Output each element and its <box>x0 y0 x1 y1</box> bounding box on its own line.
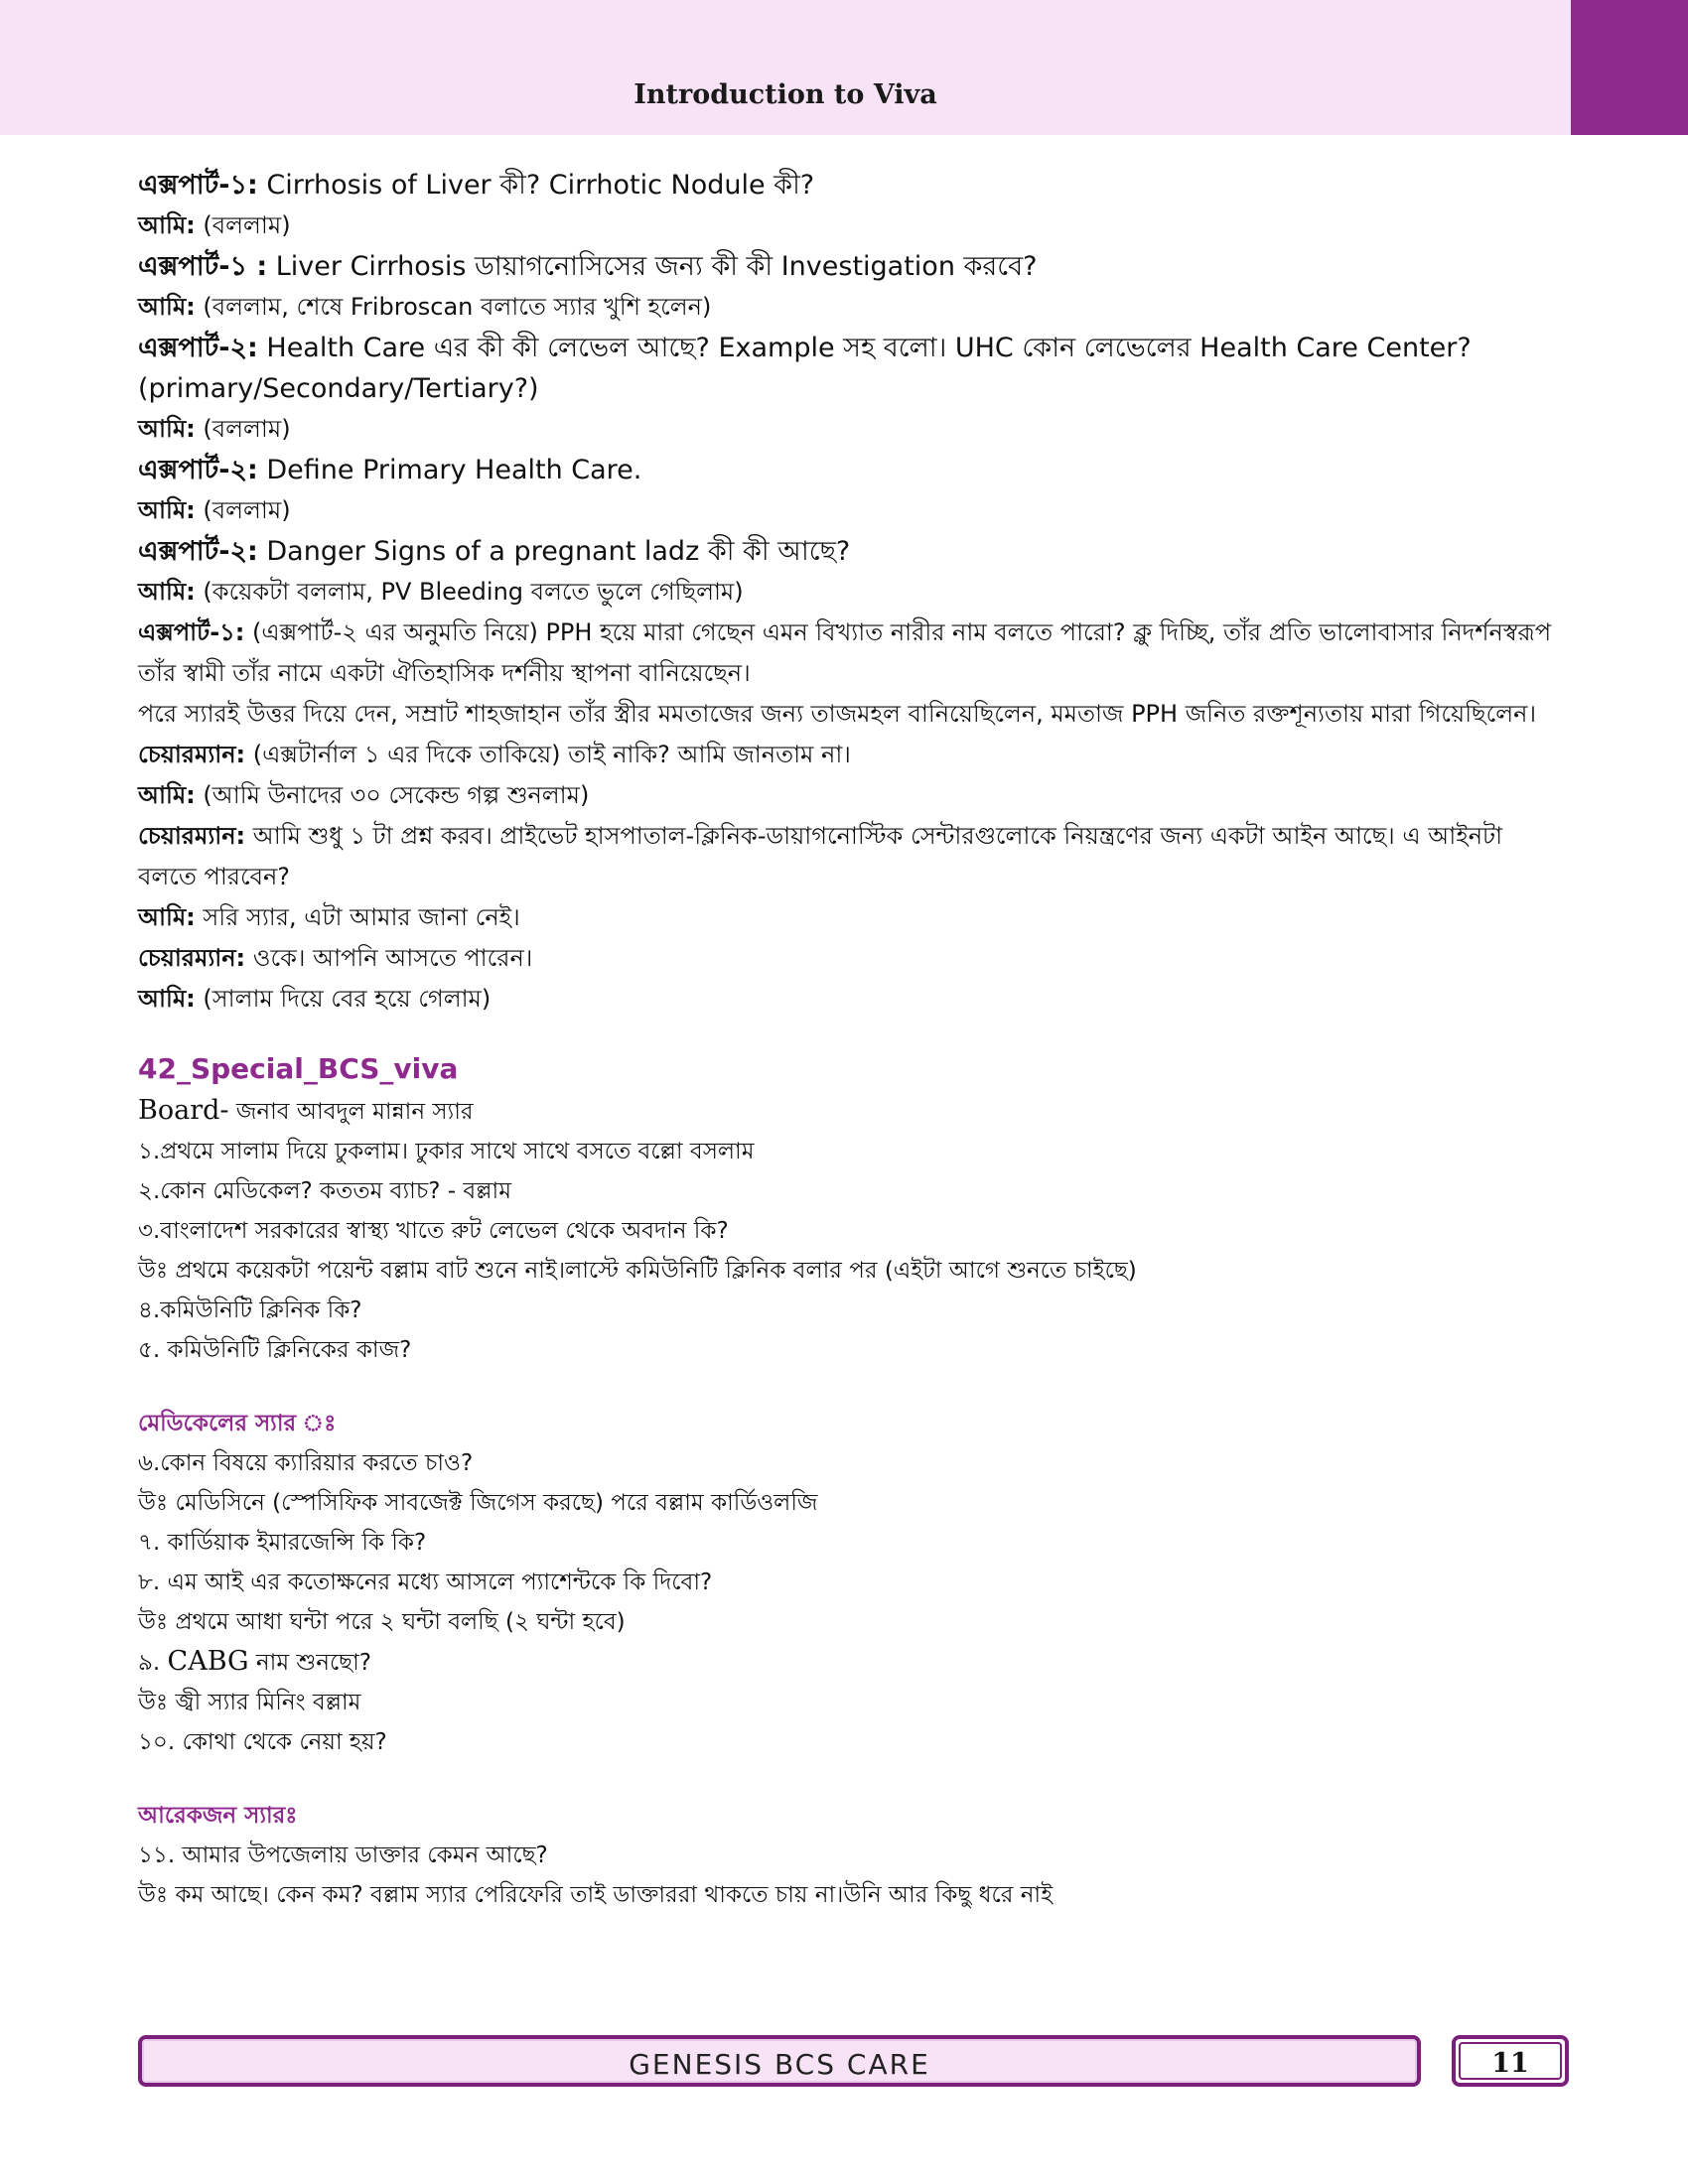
speaker-label: আমি: <box>138 415 196 443</box>
dialogue-line <box>138 613 1568 694</box>
subsection-heading: মেডিকেলের স্যার ঃ <box>138 1411 337 1436</box>
qa-line: উঃ মেডিসিনে (স্পেসিফিক সাবজেক্ট জিগেস করছে) পরে বল্লাম কার্ডিওলজি <box>138 1490 818 1516</box>
speaker-label: আমি: <box>138 211 196 239</box>
special-bcs-section <box>138 1047 1568 1370</box>
dialogue-line <box>138 328 1568 409</box>
dialogue-text: (বললাম) <box>195 496 291 524</box>
footer-title: GENESIS BCS CARE <box>629 2048 930 2081</box>
page-title: Introduction to Viva <box>633 79 937 110</box>
footer-banner <box>138 2035 1421 2087</box>
dialogue-text: Liver Cirrhosis ডায়াগনোসিসের জন্য কী কী Investigation করবে? <box>267 251 1038 282</box>
dialogue-text: (আমি উনাদের ৩০ সেকেন্ড গল্প শুনলাম) <box>195 781 590 809</box>
board-prefix: Board- <box>138 1095 229 1126</box>
speaker-label: আমি: <box>138 781 196 809</box>
another-sir-section <box>138 1796 1568 1915</box>
qa-line: উঃ কম আছে। কেন কম? বল্লাম স্যার পেরিফেরি তাই ডাক্তাররা থাকতে চায় না।উনি আর কিছু ধরে নাই <box>138 1882 1054 1908</box>
dialogue-text: পরে স্যারই উত্তর দিয়ে দেন, সম্রাট শাহজাহান তাঁর স্ত্রীর মমতাজের জন্য তাজমহল বানিয়েছিলেন, মমতাজ PPH জনিত রক্তশূন্যতায় মারা গিয়েছিলেন। <box>138 700 1537 728</box>
dialogue-line <box>138 979 1568 1020</box>
dialogue-line <box>138 735 1568 775</box>
speaker-label: এক্সপার্ট-১: <box>138 618 245 646</box>
dialogue-line <box>138 450 1568 490</box>
speaker-label: আমি: <box>138 293 196 321</box>
subsection-heading: আরেকজন স্যারঃ <box>138 1803 298 1829</box>
dialogue-line <box>138 246 1568 287</box>
qa-line: ২.কোন মেডিকেল? কততম ব্যাচ? - বল্লাম <box>138 1178 511 1204</box>
qa-line: ৮. এম আই এর কতোক্ষনের মধ্যে আসলে প্যাশেন্টকে কি দিবো? <box>138 1570 713 1595</box>
dialogue-line <box>138 816 1568 897</box>
speaker-label: এক্সপার্ট-১ : <box>138 251 268 282</box>
speaker-label: এক্সপার্ট-২: <box>138 333 258 363</box>
page-number-box <box>1452 2035 1569 2087</box>
dialogue-text: (বললাম, শেষে Fribroscan বলাতে স্যার খুশি হলেন) <box>195 293 712 321</box>
speaker-label: এক্সপার্ট-২: <box>138 455 258 485</box>
dialogue-line <box>138 775 1568 816</box>
dialogue-line <box>138 287 1568 328</box>
speaker-label: চেয়ারম্যান: <box>138 741 246 768</box>
page-number: 11 <box>1491 2048 1529 2079</box>
speaker-label: চেয়ারম্যান: <box>138 822 246 850</box>
dialogue-line <box>138 531 1568 572</box>
dialogue-line <box>138 165 1568 205</box>
dialogue-line <box>138 694 1568 735</box>
qa-line: ৩.বাংলাদেশ সরকারের স্বাস্থ্য খাতে রুট লেভেল থেকে অবদান কি? <box>138 1218 729 1244</box>
speaker-label: আমি: <box>138 496 196 524</box>
question-text: নাম শুনছো? <box>248 1650 372 1676</box>
dialogue-text: (এক্সপার্ট-২ এর অনুমতি নিয়ে) PPH হয়ে মারা গেছেন এমন বিখ্যাত নারীর নাম বলতে পারো? ক্লু দিচ্ছি, তাঁর প্রতি ভালোবাসার নিদর্শনস্বরূপ তাঁর স্বামী তাঁর নামে একটা ঐতিহাসিক দর্শনীয় স্থাপনা বানিয়েছেন। <box>138 618 1552 687</box>
header-band <box>0 0 1571 135</box>
spacer <box>138 1370 1568 1404</box>
dialogue-line <box>138 490 1568 531</box>
board-line <box>138 1091 1568 1132</box>
viva-dialogue <box>138 165 1568 1020</box>
qa-line: উঃ প্রথমে আধা ঘন্টা পরে ২ ঘন্টা বলছি (২ ঘন্টা হবে) <box>138 1609 626 1635</box>
dialogue-line <box>138 897 1568 938</box>
dialogue-text: Define Primary Health Care. <box>257 455 642 485</box>
page-content <box>138 165 1568 1915</box>
speaker-label: চেয়ারম্যান: <box>138 944 246 972</box>
board-name: জনাব আবদুল মান্নান স্যার <box>228 1099 474 1125</box>
dialogue-line <box>138 409 1568 450</box>
dialogue-text: (এক্সটার্নাল ১ এর দিকে তাকিয়ে) তাই নাকি? আমি জানতাম না। <box>245 741 851 768</box>
dialogue-text: Cirrhosis of Liver কী? Cirrhotic Nodule কী? <box>257 170 815 201</box>
dialogue-text: (বললাম) <box>195 211 291 239</box>
speaker-label: আমি: <box>138 903 196 931</box>
spacer <box>138 1762 1568 1796</box>
question-number: ৯. <box>138 1650 168 1676</box>
qa-line: উঃ প্রথমে কয়েকটা পয়েন্ট বল্লাম বাট শুনে নাই।লাস্টে কমিউনিটি ক্লিনিক বলার পর (এইটা আগে শুনতে চাইছে) <box>138 1258 1137 1284</box>
qa-line: ৬.কোন বিষয়ে ক্যারিয়ার করতে চাও? <box>138 1450 474 1476</box>
dialogue-line <box>138 205 1568 246</box>
dialogue-text: আমি শুধু ১ টা প্রশ্ন করব। প্রাইভেট হাসপাতাল-ক্লিনিক-ডায়াগনোস্টিক সেন্টারগুলোকে নিয়ন্ত্রণের জন্য একটা আইন আছে। এ আইনটা বলতে পারবেন? <box>138 822 1503 890</box>
dialogue-line <box>138 938 1568 979</box>
dialogue-text: Danger Signs of a pregnant ladz কী কী আছে? <box>257 536 851 567</box>
qa-line: ৭. কার্ডিয়াক ইমারজেন্সি কি কি? <box>138 1530 427 1556</box>
spacer <box>138 1020 1568 1047</box>
dialogue-text: (সালাম দিয়ে বের হয়ে গেলাম) <box>195 985 492 1013</box>
qa-line: ৫. কমিউনিটি ক্লিনিকের কাজ? <box>138 1337 412 1363</box>
dialogue-text: (কয়েকটা বললাম, PV Bleeding বলতে ভুলে গেছিলাম) <box>195 578 744 606</box>
dialogue-line <box>138 572 1568 613</box>
dialogue-text: সরি স্যার, এটা আমার জানা নেই। <box>195 903 520 931</box>
speaker-label: আমি: <box>138 985 196 1013</box>
qa-line: ১০. কোথা থেকে নেয়া হয়? <box>138 1729 387 1755</box>
speaker-label: এক্সপার্ট-১: <box>138 170 258 201</box>
speaker-label: এক্সপার্ট-২: <box>138 536 258 567</box>
header-accent-tab <box>1571 0 1688 135</box>
qa-line: ৪.কমিউনিটি ক্লিনিক কি? <box>138 1297 362 1323</box>
dialogue-text: Health Care এর কী কী লেভেল আছে? Example সহ বলো। UHC কোন লেভেলের Health Care Center? (primary/Secondary/Tertiary?) <box>138 333 1472 404</box>
qa-line: উঃ জ্বী স্যার মিনিং বল্লাম <box>138 1690 361 1715</box>
qa-line <box>138 1642 1568 1683</box>
speaker-label: আমি: <box>138 578 196 606</box>
qa-line: ১১. আমার উপজেলায় ডাক্তার কেমন আছে? <box>138 1843 548 1868</box>
dialogue-text: ওকে। আপনি আসতে পারেন। <box>245 944 533 972</box>
qa-line: ১.প্রথমে সালাম দিয়ে ঢুকলাম। ঢুকার সাথে সাথে বসতে বল্লো বসলাম <box>138 1139 755 1164</box>
medical-sir-section <box>138 1404 1568 1762</box>
section-heading: 42_Special_BCS_viva <box>138 1052 459 1085</box>
cabg-term: CABG <box>167 1646 249 1677</box>
dialogue-text: (বললাম) <box>195 415 291 443</box>
